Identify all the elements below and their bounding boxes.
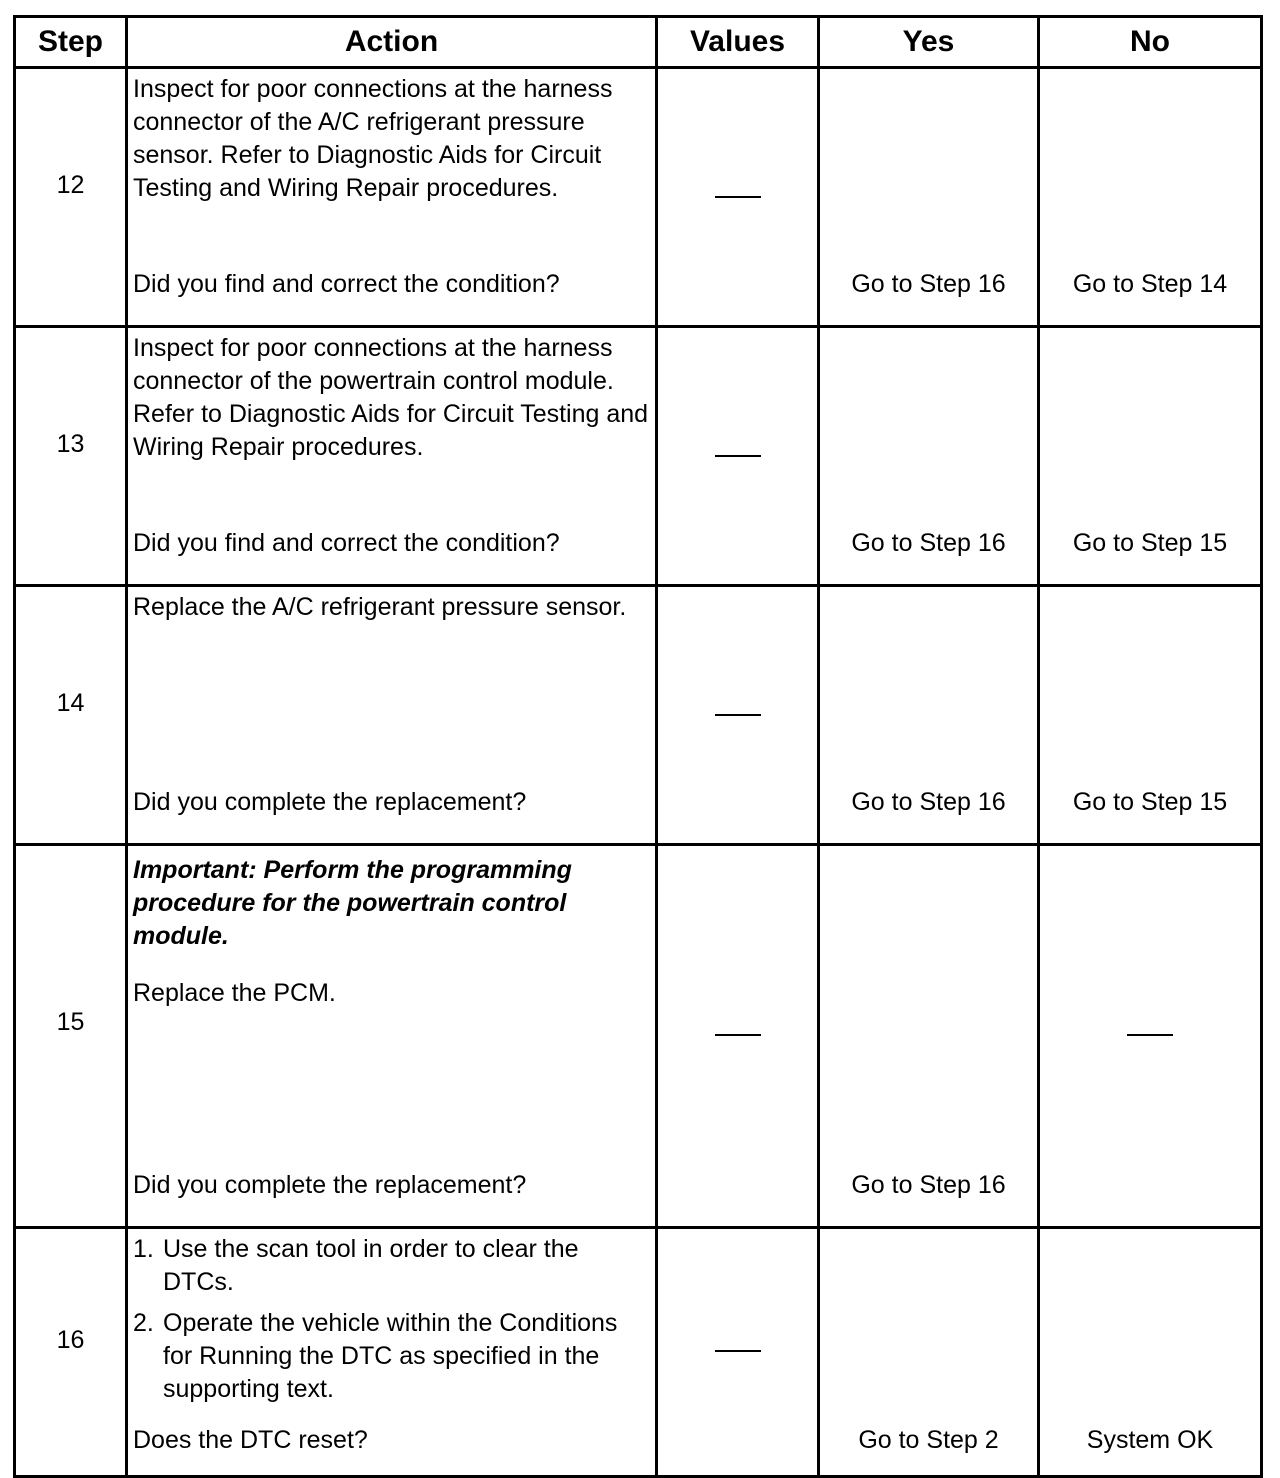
step-number: 15 [56, 1008, 85, 1036]
yes-result: Go to Step 16 [851, 1171, 1006, 1199]
header-yes: Yes [819, 17, 1039, 68]
values-dash [715, 1350, 761, 1352]
table-row [15, 327, 1262, 586]
header-action: Action [127, 17, 657, 68]
values-dash [715, 714, 761, 716]
no-result: Go to Step 15 [1072, 529, 1228, 557]
action-text: Inspect for poor connections at the harness connector of the A/C refrigerant pressure sensor. Refer to Diagnostic Aids for Circuit Testing and Wiring Repair procedures. [133, 75, 613, 202]
list-item: 2. Operate the vehicle within the Conditions for Running the DTC as specified in the supporting text. [133, 1309, 618, 1403]
values-dash [715, 455, 761, 457]
values-dash [715, 196, 761, 198]
header-step: Step [15, 17, 127, 68]
no-result: Go to Step 15 [1072, 788, 1228, 816]
yes-result: Go to Step 16 [851, 788, 1006, 816]
action-question: Did you find and correct the condition? [133, 270, 560, 298]
yes-result: Go to Step 16 [851, 529, 1006, 557]
action-question: Did you complete the replacement? [133, 788, 527, 816]
action-text: Replace the PCM. [133, 979, 336, 1007]
header-row [15, 17, 1262, 68]
table-row [15, 845, 1262, 1228]
action-question: Does the DTC reset? [133, 1426, 368, 1454]
action-text: Replace the A/C refrigerant pressure sensor. [133, 593, 627, 621]
important-note: Important: Perform the programming procedure for the powertrain control module. [133, 856, 572, 950]
no-result: Go to Step 14 [1072, 270, 1228, 298]
no-dash [1127, 1034, 1173, 1036]
step-number: 14 [56, 689, 85, 717]
step-number: 12 [56, 171, 85, 199]
header-no: No [1039, 17, 1262, 68]
values-dash [715, 1034, 761, 1036]
action-question: Did you find and correct the condition? [133, 529, 560, 557]
table-row [15, 1228, 1262, 1477]
yes-result: Go to Step 16 [851, 270, 1006, 298]
action-text: Inspect for poor connections at the harness connector of the powertrain control module. Refer to Diagnostic Aids for Circuit Testing and Wiring Repair procedures. [133, 334, 649, 461]
table-row [15, 68, 1262, 327]
header-values: Values [657, 17, 819, 68]
action-list [133, 1233, 649, 1406]
table-row [15, 586, 1262, 845]
list-item: 1. Use the scan tool in order to clear the DTCs. [133, 1235, 579, 1296]
step-number: 13 [56, 430, 85, 458]
action-question: Did you complete the replacement? [133, 1171, 527, 1199]
yes-result: Go to Step 2 [858, 1426, 999, 1454]
step-number: 16 [56, 1326, 85, 1354]
no-result: System OK [1086, 1426, 1214, 1454]
diagnostic-table [13, 15, 1263, 1478]
